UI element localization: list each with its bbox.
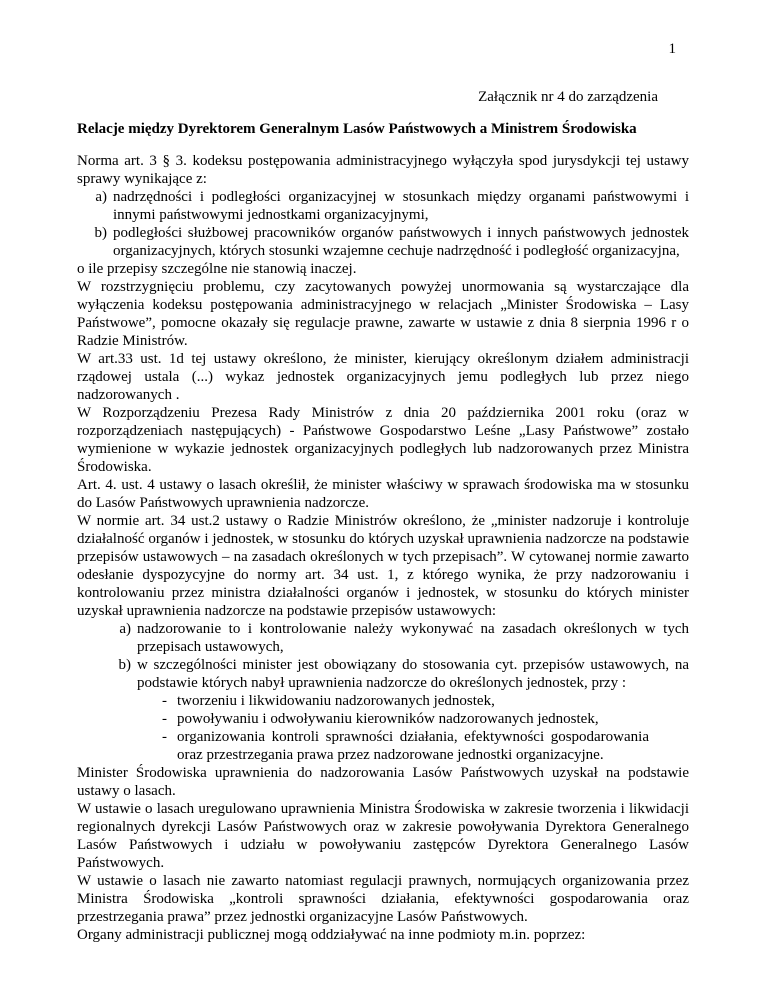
- list-marker: -: [162, 711, 167, 727]
- document-title: Relacje między Dyrektorem Generalnym Lasów Państwowych a Ministrem Środowiska: [77, 121, 637, 137]
- paragraph: Minister Środowiska uprawnienia do nadzorowania Lasów Państwowych uzyskał na podstawie ustawy o lasach.: [77, 765, 689, 799]
- list-marker: a): [95, 189, 107, 205]
- list-item: [77, 224, 689, 260]
- list-item: [77, 710, 689, 728]
- list-exclusions: [77, 188, 689, 260]
- paragraph: Norma art. 3 § 3. kodeksu postępowania administracyjnego wyłączyła spod jurysdykcji tej ustawy sprawy wynikające z:: [77, 153, 689, 187]
- list-marker: b): [118, 657, 131, 673]
- page-number: 1: [668, 41, 676, 57]
- paragraph: Art. 4. ust. 4 ustawy o lasach określił, że minister właściwy w sprawach środowiska ma w stosunku do Lasów Państwowych uprawnienia nadzorcze.: [77, 477, 689, 511]
- list-item: [77, 728, 689, 764]
- list-minister-duties: [77, 692, 689, 764]
- annex-label: Załącznik nr 4 do zarządzenia: [478, 89, 658, 105]
- list-item-text: w szczególności minister jest obowiązany do stosowania cyt. przepisów ustawowych, na podstawie których nabył uprawnienia nadzorcze do określonych jednostek, przy :: [137, 657, 689, 691]
- paragraph: W ustawie o lasach nie zawarto natomiast regulacji prawnych, normujących organizowania przez Ministra Środowiska „kontroli sprawności działania, efektywności gospodarowania oraz przestrzegania prawa” przez jednostki organizacyjne Lasów Państwowych.: [77, 873, 689, 925]
- paragraph: W Rozporządzeniu Prezesa Rady Ministrów z dnia 20 października 2001 roku (oraz w rozporządzeniach następujących) - Państwowe Gospodarstwo Leśne „Lasy Państwowe” zostało wymienione w wykazie jednostek organizacyjnych podległych lub nadzorowanych przez Ministra Środowiska.: [77, 405, 689, 475]
- list-item: [77, 656, 689, 692]
- paragraph: o ile przepisy szczególne nie stanowią inaczej.: [77, 261, 357, 277]
- list-marker: a): [119, 621, 131, 637]
- list-marker: b): [94, 225, 107, 241]
- list-item-text: organizowania kontroli sprawności działania, efektywności gospodarowania oraz przestrzegania prawa przez nadzorowane jednostki organizacyjne.: [177, 729, 649, 763]
- list-item-text: nadzorowanie to i kontrolowanie należy wykonywać na zasadach określonych w tych przepisach ustawowych,: [137, 621, 689, 655]
- paragraph: W ustawie o lasach uregulowano uprawnienia Ministra Środowiska w zakresie tworzenia i likwidacji regionalnych dyrekcji Lasów Państwowych oraz w zakresie powoływania Dyrektora Generalnego Lasów Państwowych i udziału w powoływaniu zastępców Dyrektora Generalnego Lasów Państwowych.: [77, 801, 689, 871]
- paragraph: W normie art. 34 ust.2 ustawy o Radzie Ministrów określono, że „minister nadzoruje i kontroluje działalność organów i jednostek, w stosunku do których uzyskał uprawnienia nadzorcze na podstawie przepisów ustawowych – na zasadach określonych w tych przepisach”. W cytowanej normie zawarto odesłanie dyspozycyjne do normy art. 34 ust. 1, z którego wynika, że przy nadzorowaniu i kontrolowaniu przez ministra działalności organów i jednostek, w stosunku do których minister uzyskał uprawnienia nadzorcze na podstawie przepisów ustawowych:: [77, 513, 689, 619]
- list-item: [77, 692, 689, 710]
- list-item-text: nadrzędności i podległości organizacyjnej w stosunkach między organami państwowymi i innymi państwowymi jednostkami organizacyjnymi,: [113, 189, 689, 223]
- paragraph: W art.33 ust. 1d tej ustawy określono, że minister, kierujący określonym działem administracji rządowej ustala (...) wykaz jednostek organizacyjnych jemu podległych lub przez niego nadzorowanych .: [77, 351, 689, 403]
- list-marker: -: [162, 693, 167, 709]
- list-item-text: tworzeniu i likwidowaniu nadzorowanych jednostek,: [177, 693, 495, 709]
- list-item-text: podległości służbowej pracowników organów państwowych i innych państwowych jednostek organizacyjnych, których stosunki wzajemne cechuje nadrzędność i podległość organizacyjna,: [113, 225, 689, 259]
- list-item: [77, 620, 689, 656]
- paragraph: Organy administracji publicznej mogą oddziaływać na inne podmioty m.in. poprzez:: [77, 927, 586, 943]
- paragraph: W rozstrzygnięciu problemu, czy zacytowanych powyżej unormowania są wystarczające dla wyłączenia kodeksu postępowania administracyjnego w relacjach „Minister Środowiska – Lasy Państwowe”, pomocne okazały się regulacje prawne, zawarte w ustawie z dnia 8 sierpnia 1996 r o Radzie Ministrów.: [77, 279, 689, 349]
- list-marker: -: [162, 729, 167, 745]
- list-item-text: powoływaniu i odwoływaniu kierowników nadzorowanych jednostek,: [177, 711, 599, 727]
- list-item: [77, 188, 689, 224]
- list-supervision-rules: [77, 620, 689, 692]
- document-body: [77, 152, 689, 944]
